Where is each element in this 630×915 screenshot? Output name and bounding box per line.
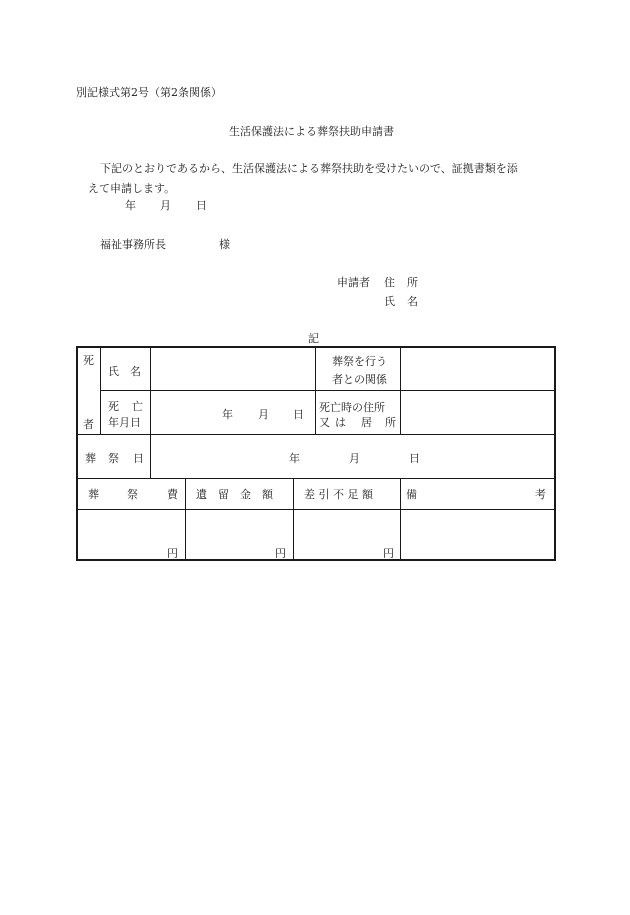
rule-v-cost2: [293, 478, 294, 561]
date-month-label: 月: [160, 199, 171, 212]
applicant-label: 申請者: [337, 276, 370, 289]
rule-h4: [78, 509, 556, 510]
application-table: [76, 346, 556, 561]
applicant-address-label-b: 所: [407, 276, 418, 289]
funeral-date-label-a: 葬: [85, 452, 96, 465]
name-label-a: 氏: [108, 365, 119, 378]
funeral-date-label-c: 日: [133, 452, 144, 465]
applicant-name-label-a: 氏: [384, 295, 395, 308]
estate-label: 遺 留 金 額: [196, 488, 273, 501]
rule-h3: [78, 478, 556, 479]
rule-v-deceased: [100, 348, 101, 434]
costs-label-c: 費: [167, 488, 178, 501]
rule-h1: [100, 390, 556, 391]
yen-shortfall: 円: [383, 547, 394, 560]
rule-v-cost3: [400, 478, 401, 561]
death-label-line1b: 亡: [132, 400, 143, 413]
form-number: 別記様式第2号（第2条関係）: [76, 86, 222, 99]
yen-costs: 円: [167, 547, 178, 560]
applicant-name-label-b: 名: [407, 295, 418, 308]
costs-label-a: 葬: [88, 488, 99, 501]
page-title: 生活保護法による葬祭扶助申請書: [229, 125, 394, 138]
rule-v-cost1: [185, 478, 186, 561]
yen-estate: 円: [275, 547, 286, 560]
death-day: 日: [293, 408, 304, 421]
addressee-honorific: 様: [219, 238, 230, 251]
addressee-office: 福祉事務所長: [100, 238, 166, 251]
funeral-day: 日: [409, 452, 420, 465]
funeral-date-label-b: 祭: [108, 452, 119, 465]
residence-label-line2c: 居: [361, 416, 372, 429]
death-month: 月: [258, 408, 269, 421]
remarks-label-a: 備: [406, 488, 417, 501]
applicant-address-label-a: 住: [384, 276, 395, 289]
residence-label-line1: 死亡時の住所: [319, 401, 385, 414]
rule-v-right: [400, 348, 401, 434]
residence-label-line2d: 所: [385, 416, 396, 429]
death-year: 年: [222, 408, 233, 421]
residence-label-line2a: 又: [319, 416, 330, 429]
relation-label-line1: 葬祭を行う: [332, 355, 387, 368]
body-text-line1: 下記のとおりであるから、生活保護法による葬祭扶助を受けたいので、証拠書類を添: [100, 162, 518, 175]
rule-v-mid: [315, 348, 316, 434]
date-day-label: 日: [196, 199, 207, 212]
rule-v-label: [150, 348, 151, 478]
date-year-label: 年: [125, 199, 136, 212]
death-label-line2: 年月日: [108, 416, 141, 429]
funeral-year: 年: [289, 452, 300, 465]
ki-heading: 記: [308, 332, 319, 345]
deceased-label-a: 死: [83, 354, 94, 367]
funeral-month: 月: [349, 452, 360, 465]
death-label-line1a: 死: [108, 400, 119, 413]
shortfall-label: 差 引 不 足 額: [304, 488, 373, 501]
deceased-label-b: 者: [83, 418, 94, 431]
residence-label-line2b: は: [335, 416, 346, 429]
name-label-b: 名: [130, 365, 141, 378]
relation-label-line2: 者との関係: [332, 373, 387, 386]
body-text-line2: えて申請します。: [88, 182, 176, 195]
costs-label-b: 祭: [127, 488, 138, 501]
remarks-label-b: 考: [535, 488, 546, 501]
